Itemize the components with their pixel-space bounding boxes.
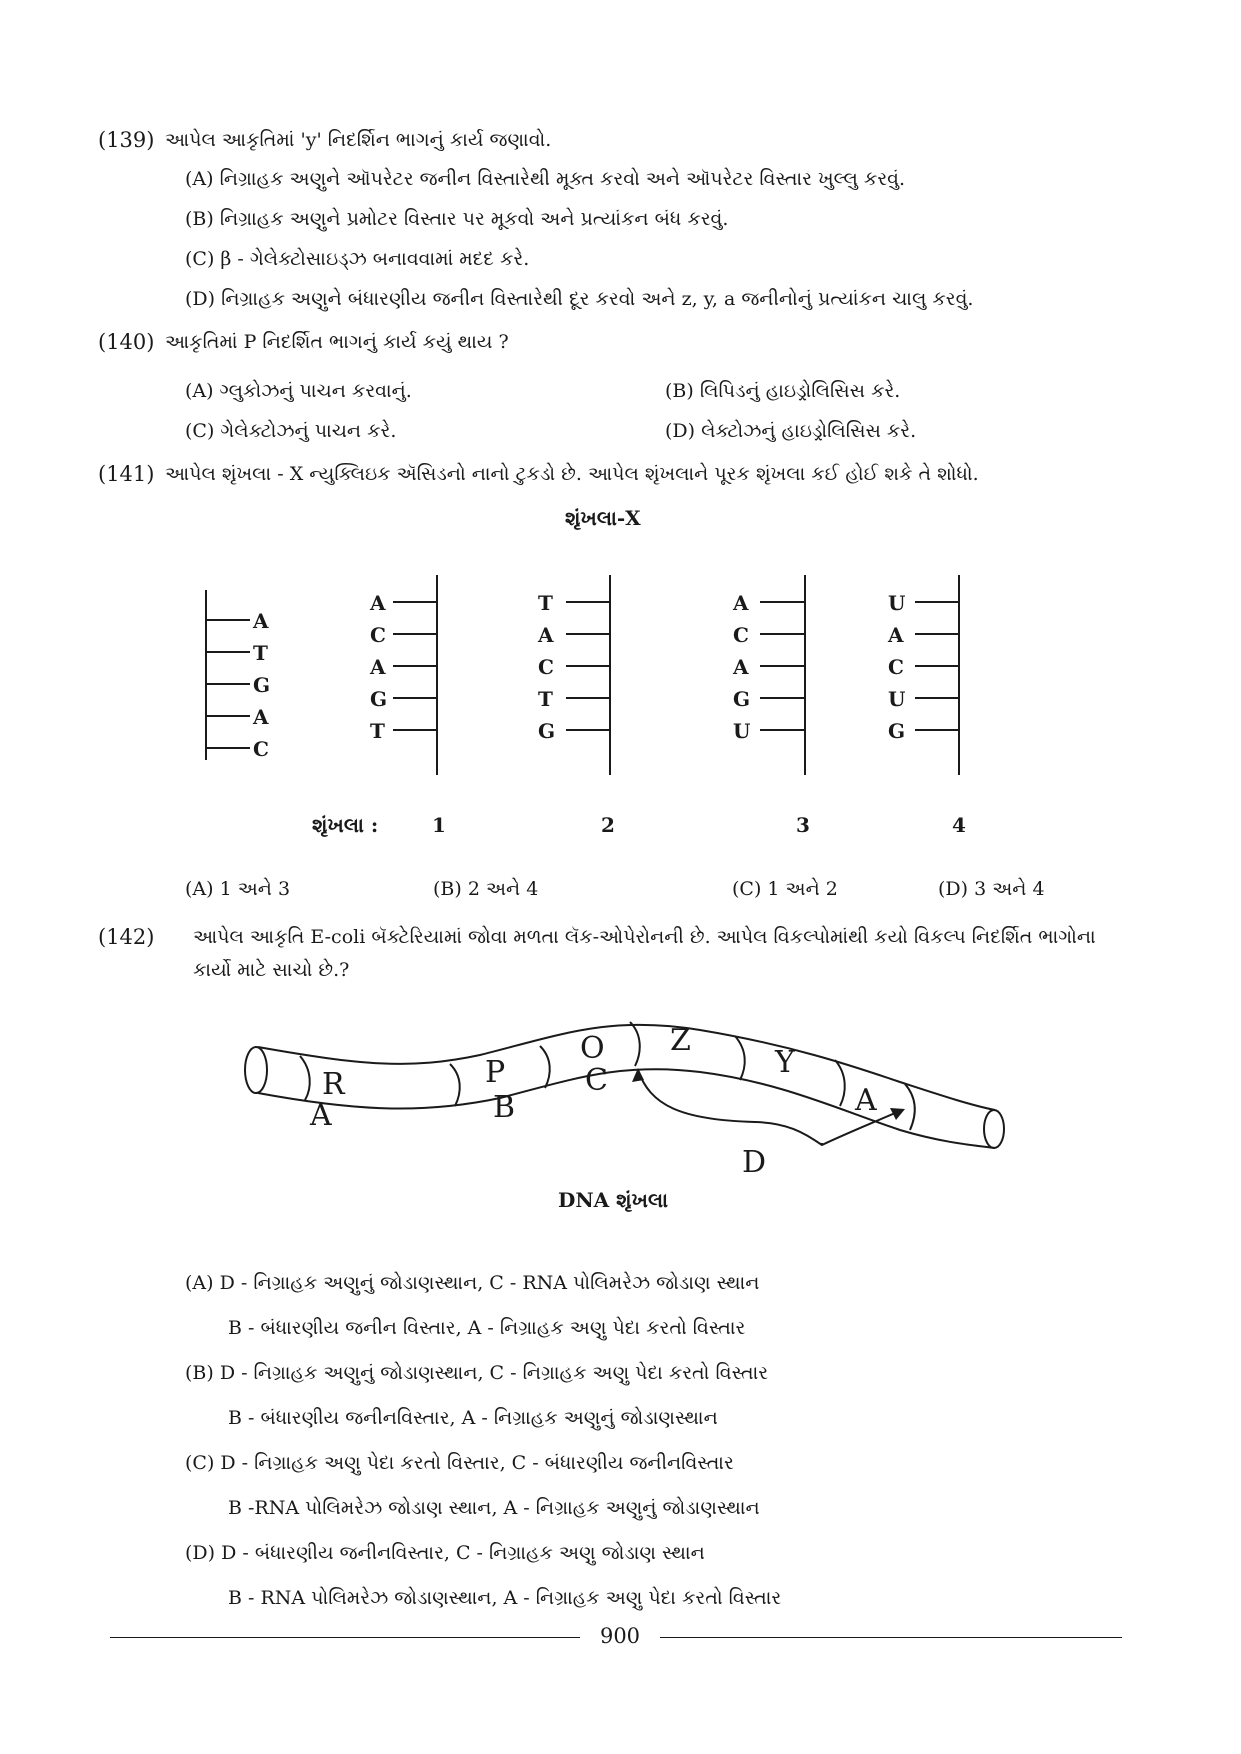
q139-option-d: (D) નિગ્રાહક અણુને બંધારણીય જનીન વિસ્તારેથી દૂર કરવો અને z, y, a જનીનોનું પ્રત્યાંકન ચાલુ કરવું. bbox=[185, 288, 974, 310]
strand-2 bbox=[566, 575, 610, 775]
q142-option-a-line1: (A) D - નિગ્રાહક અણુનું જોડાણસ્થાન, C - RNA પોલિમરેઝ જોડાણ સ્થાન bbox=[185, 1272, 760, 1294]
q141-option-c: (C) 1 અને 2 bbox=[732, 878, 838, 900]
question-number-140: (140) bbox=[98, 330, 155, 354]
strand-2-base: T bbox=[538, 591, 553, 615]
label-a-segment: A bbox=[855, 1083, 877, 1118]
strand-3-base: A bbox=[733, 591, 749, 615]
lac-operon-diagram bbox=[0, 1010, 1241, 1210]
label-c: C bbox=[585, 1063, 608, 1098]
dna-tube-top-edge bbox=[258, 1025, 995, 1110]
dna-strand-caption: DNA શૃંખલા bbox=[558, 1188, 668, 1212]
strand-4-base: A bbox=[888, 623, 904, 647]
q141-option-a: (A) 1 અને 3 bbox=[185, 878, 291, 900]
strand-x-base: A bbox=[253, 705, 269, 729]
footer-rule-right bbox=[660, 1637, 1122, 1638]
label-z: Z bbox=[670, 1023, 691, 1058]
strand-x-base: C bbox=[253, 737, 269, 761]
strand-x-base: T bbox=[253, 641, 268, 665]
label-p: P bbox=[485, 1055, 506, 1090]
q142-option-d-line2: B - RNA પોલિમરેઝ જોડાણસ્થાન, A - નિગ્રાહક અણુ પેદા કરતો વિસ્તાર bbox=[228, 1587, 782, 1609]
q142-option-c-line1: (C) D - નિગ્રાહક અણુ પેદા કરતો વિસ્તાર, C - બંધારણીય જનીનવિસ્તાર bbox=[185, 1452, 734, 1474]
label-a: A bbox=[310, 1098, 332, 1133]
question-number-142: (142) bbox=[98, 925, 155, 949]
q140-option-b: (B) લિપિડનું હાઇડ્રોલિસિસ કરે. bbox=[665, 380, 901, 402]
q142-option-d-line1: (D) D - બંધારણીય જનીનવિસ્તાર, C - નિગ્રાહક અણુ જોડાણ સ્થાન bbox=[185, 1542, 705, 1564]
strand-x-base: G bbox=[253, 673, 271, 697]
strand-4-label: 4 bbox=[952, 813, 966, 837]
strand-2-base: G bbox=[538, 719, 556, 743]
strand-x bbox=[206, 590, 250, 760]
strand-2-label: 2 bbox=[601, 813, 615, 837]
dna-tube-bottom-edge bbox=[258, 1069, 995, 1148]
strand-3 bbox=[760, 575, 805, 775]
strand-4 bbox=[915, 575, 959, 775]
strand-4-base: C bbox=[888, 655, 904, 679]
footer-rule-left bbox=[110, 1637, 580, 1638]
label-b: B bbox=[493, 1090, 516, 1125]
strand-3-base: C bbox=[733, 623, 749, 647]
strand-1-base: C bbox=[370, 623, 386, 647]
q139-option-c: (C) β - ગેલેક્ટોસાઇડ્ઝ બનાવવામાં મદદ કરે. bbox=[185, 248, 530, 270]
dna-tube-right-end bbox=[984, 1110, 1004, 1148]
strand-3-base: A bbox=[733, 655, 749, 679]
q140-option-a: (A) ગ્લુકોઝનું પાચન કરવાનું. bbox=[185, 380, 412, 402]
q139-option-a: (A) નિગ્રાહક અણુને ઑપરેટર જનીન વિસ્તારેથી મૂક્ત કરવો અને ઑપરેટર વિસ્તાર ખુલ્લુ કરવું. bbox=[185, 168, 906, 190]
q142-option-b-line1: (B) D - નિગ્રાહક અણુનું જોડાણસ્થાન, C - નિગ્રાહક અણુ પેદા કરતો વિસ્તાર bbox=[185, 1362, 769, 1384]
q141-option-b: (B) 2 અને 4 bbox=[433, 878, 539, 900]
strand-2-base: T bbox=[538, 687, 553, 711]
strand-2-base: C bbox=[538, 655, 554, 679]
strand-1-base: A bbox=[370, 655, 386, 679]
strand-x-title: શૃંખલા-X bbox=[565, 506, 641, 530]
dna-tube-left-end bbox=[245, 1047, 267, 1093]
label-d: D bbox=[742, 1145, 767, 1180]
label-y: Y bbox=[775, 1045, 795, 1080]
question-text-142-line1: આપેલ આકૃતિ E-coli બૅક્ટેરિયામાં જોવા મળતા લૅક-ઓપેરોનની છે. આપેલ વિકલ્પોમાંથી કયો વિકલ્પ નિદર્શિત ભાગોના bbox=[193, 926, 1096, 948]
question-number-139: (139) bbox=[98, 128, 155, 152]
strand-row-label: શૃંખલા : bbox=[312, 813, 379, 837]
q142-option-b-line2: B - બંધારણીય જનીનવિસ્તાર, A - નિગ્રાહક અણુનું જોડાણસ્થાન bbox=[228, 1407, 718, 1429]
strand-4-base: U bbox=[888, 591, 906, 615]
strand-3-label: 3 bbox=[796, 813, 810, 837]
strand-4-base: G bbox=[888, 719, 906, 743]
q141-option-d: (D) 3 અને 4 bbox=[938, 878, 1045, 900]
question-number-141: (141) bbox=[98, 462, 155, 486]
strand-2-base: A bbox=[538, 623, 554, 647]
question-text-141: આપેલ શૃંખલા - X ન્યુક્લિઇક ઍસિડનો નાનો ટુકડો છે. આપેલ શૃંખલાને પૂરક શૃંખલા કઈ હોઈ શકે તે શોધો. bbox=[165, 463, 979, 485]
question-text-140: આકૃતિમાં P નિદર્શિત ભાગનું કાર્ય કયું થાય ? bbox=[165, 331, 509, 353]
strand-x-base: A bbox=[253, 609, 269, 633]
q142-option-a-line2: B - બંધારણીય જનીન વિસ્તાર, A - નિગ્રાહક અણુ પેદા કરતો વિસ્તાર bbox=[228, 1317, 746, 1339]
label-o: O bbox=[580, 1031, 605, 1066]
question-text-139: આપેલ આકૃતિમાં 'y' નિદર્શિન ભાગનું કાર્ય જણાવો. bbox=[165, 129, 552, 151]
strand-1 bbox=[393, 575, 437, 775]
strand-diagram bbox=[0, 560, 1241, 860]
strand-1-label: 1 bbox=[432, 813, 446, 837]
page-number: 900 bbox=[599, 1624, 641, 1648]
label-r: R bbox=[322, 1067, 345, 1102]
q142-option-c-line2: B -RNA પોલિમરેઝ જોડાણ સ્થાન, A - નિગ્રાહક અણુનું જોડાણસ્થાન bbox=[228, 1497, 760, 1519]
q140-option-c: (C) ગેલેક્ટોઝનું પાચન કરે. bbox=[185, 420, 397, 442]
strand-4-base: U bbox=[888, 687, 906, 711]
strand-1-base: A bbox=[370, 591, 386, 615]
strand-1-base: G bbox=[370, 687, 388, 711]
question-text-142-line2: કાર્યો માટે સાચો છે.? bbox=[193, 959, 350, 981]
q140-option-d: (D) લેક્ટોઝનું હાઇડ્રોલિસિસ કરે. bbox=[665, 420, 917, 442]
q139-option-b: (B) નિગ્રાહક અણુને પ્રમોટર વિસ્તાર પર મૂકવો અને પ્રત્યાંકન બંધ કરવું. bbox=[185, 208, 729, 230]
strand-3-base: U bbox=[733, 719, 751, 743]
strand-3-base: G bbox=[733, 687, 751, 711]
strand-1-base: T bbox=[370, 719, 385, 743]
